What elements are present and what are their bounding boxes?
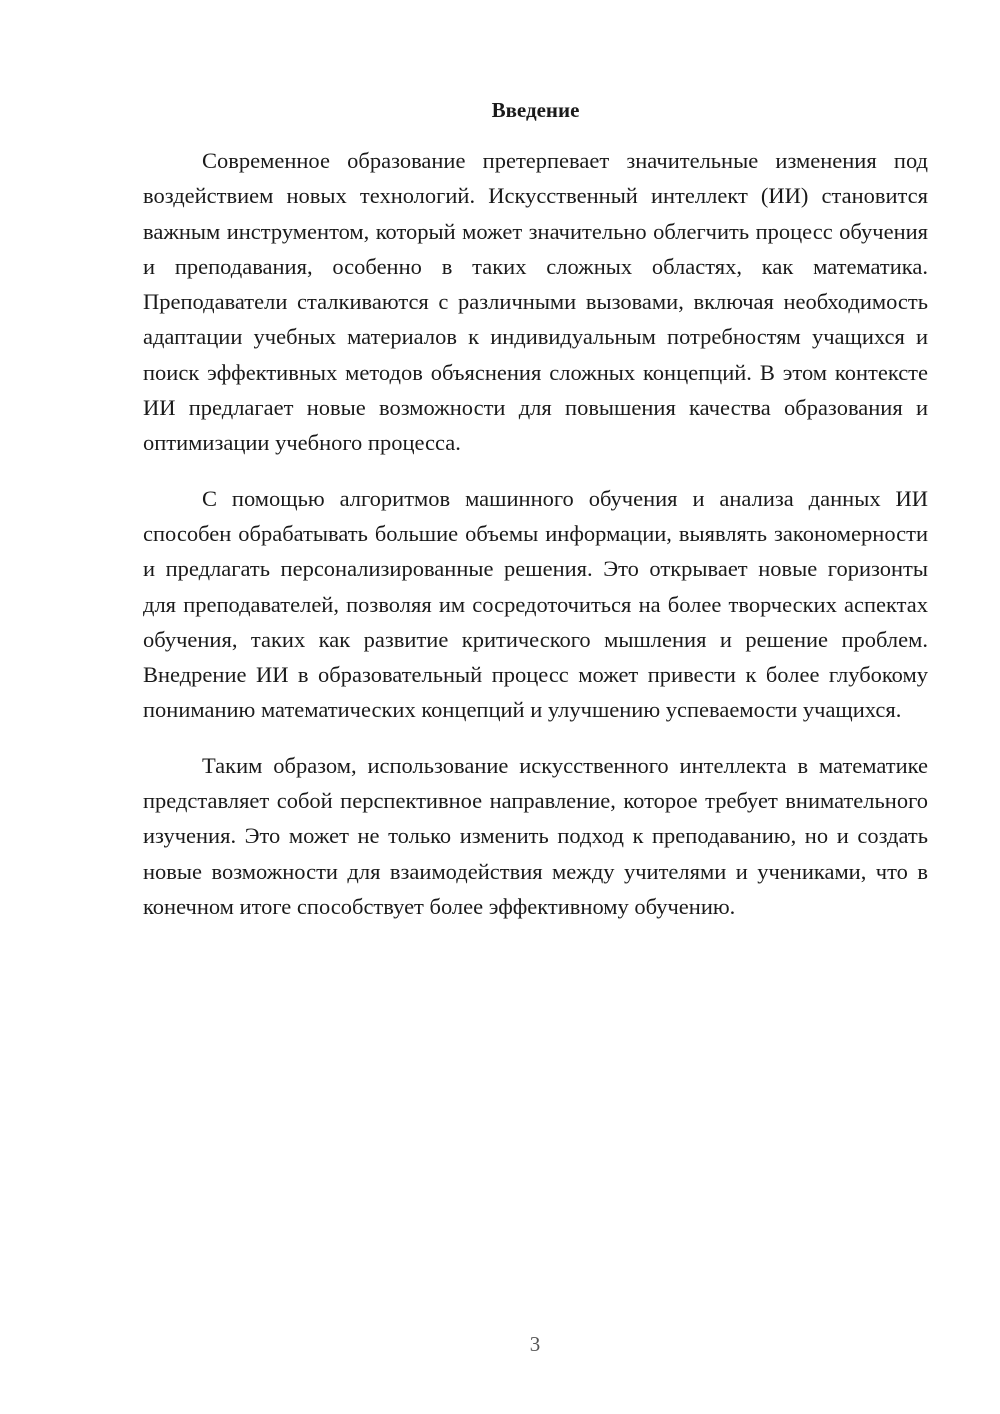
page-number: 3	[529, 1332, 541, 1356]
paragraph-1: Современное образование претерпевает значительные изменения под воздействием новых технологий. Искусственный интеллект (ИИ) становится важным инструментом, который может значительно облегчить процесс обучения и преподавания, особенно в таких сложных областях, как математика. Преподаватели сталкиваются с различными вызовами, включая необходимость адаптации учебных материалов к индивидуальным потребностям учащихся и поиск эффективных методов объяснения сложных концепций. В этом контексте ИИ предлагает новые возможности для повышения качества образования и оптимизации учебного процесса.	[143, 148, 928, 456]
paragraph-2: С помощью алгоритмов машинного обучения и анализа данных ИИ способен обрабатывать большие объемы информации, выявлять закономерности и предлагать персонализированные решения. Это открывает новые горизонты для преподавателей, позволяя им сосредоточиться на более творческих аспектах обучения, таких как развитие критического мышления и решение проблем. Внедрение ИИ в образовательный процесс может привести к более глубокому пониманию математических концепций и улучшению успеваемости учащихся.	[143, 485, 928, 723]
page-content	[143, 93, 928, 944]
paragraph-3: Таким образом, использование искусственного интеллекта в математике представляет собой перспективное направление, которое требует внимательного изучения. Это может не только изменить подход к преподаванию, но и создать новые возможности для взаимодействия между учителями и учениками, что в конечном итоге способствует более эффективному обучению.	[143, 752, 928, 919]
section-heading: Введение	[491, 98, 580, 122]
